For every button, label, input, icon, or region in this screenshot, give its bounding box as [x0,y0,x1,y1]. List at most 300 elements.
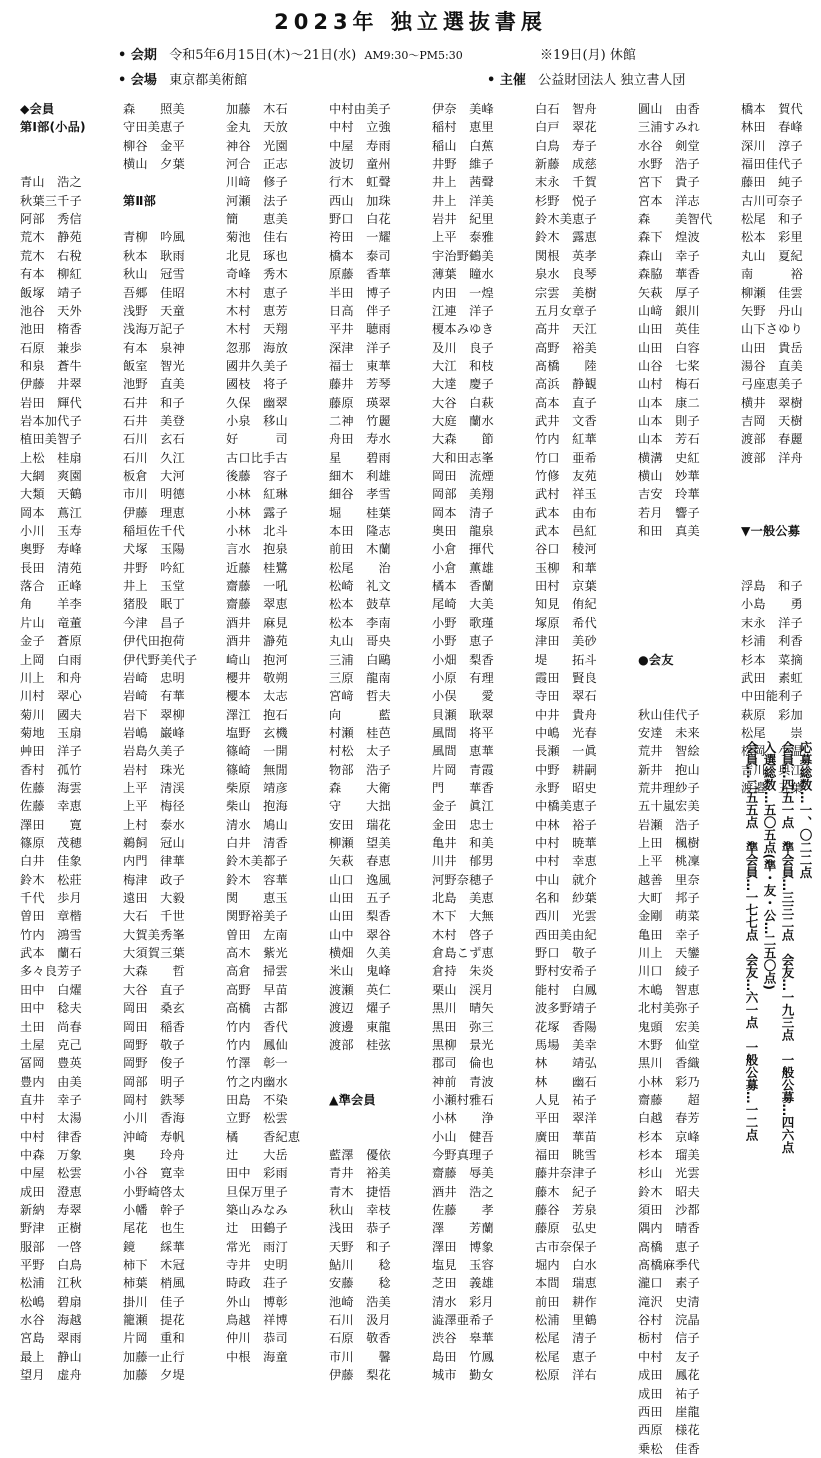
member-name: 上岡 白雨 [20,652,82,667]
member-name: 望月 虚舟 [20,1368,82,1383]
member-name: 鳥越 祥博 [226,1313,288,1328]
summary-line-1: 応募総数…一、〇二二点 [798,741,813,879]
member-name: 青井 裕美 [329,1166,391,1181]
member-name: 掛川 佳子 [123,1294,185,1309]
member-name: 篠崎 無閒 [226,762,288,777]
member-name: 末永 千賀 [535,175,597,190]
member-name: 山田 貴岳 [741,340,803,355]
member-name: 越善 里奈 [638,872,700,887]
member-name: 渋谷 皋華 [432,1331,494,1346]
member-name: 田島 不染 [226,1092,288,1107]
member-name: 服部 一啓 [20,1239,82,1254]
member-name: 木村 天翔 [226,322,288,337]
member-name: 松嶋 碧扇 [20,1294,82,1309]
member-name: 荒木 右稅 [20,248,82,263]
member-name: 風間 恵華 [432,744,494,759]
member-name: 櫻本 太志 [226,689,288,704]
member-name: 岡部 明子 [123,1074,185,1089]
member-name: 西田美由紀 [535,927,597,942]
member-name: 武村 祥玉 [535,487,597,502]
member-name: 武本 蘭石 [20,946,82,961]
summary-line-2: 会員…四五一点 準会員…三三二点 会友…一九三点 一般公募…四六点 [780,741,795,1154]
member-name: 乗松 佳香 [638,1441,700,1456]
member-name: 石井 和子 [123,395,185,410]
member-name: 江連 洋子 [432,303,494,318]
member-name: 藍澤 優依 [329,1147,391,1162]
member-name: 豊内 由美 [20,1074,82,1089]
member-name: 吾郷 佳昭 [123,285,185,300]
member-name: 滝沢 史清 [638,1294,700,1309]
member-name: 水谷 剣堂 [638,138,700,153]
member-name: 森脇 華香 [638,267,700,282]
member-name: 竹之内幽水 [226,1074,288,1089]
member-name: 堀 桂葉 [329,505,391,520]
section-heading: ◆会員 [20,102,55,116]
member-name: 小畑 梨香 [432,652,494,667]
member-name: 酒井 瀞苑 [226,634,288,649]
member-name: 渡邊 東龍 [329,1019,391,1034]
member-name: 黒田 弥三 [432,1019,494,1034]
member-name: 本田 隆志 [329,524,391,539]
member-name: 渡辺 燿子 [329,1001,391,1016]
member-name: 梅津 政子 [123,872,185,887]
member-name: 松尾 清子 [535,1331,597,1346]
member-name: 曽田 章楷 [20,909,82,924]
member-name: 竹内 鴻雪 [20,927,82,942]
member-name: 柿葉 梢風 [123,1276,185,1291]
member-name: 城市 勤女 [432,1368,494,1383]
member-name: 岡村 鉄琴 [123,1092,185,1107]
member-name: 遠田 大毅 [123,891,185,906]
member-name: 中村 暁華 [535,836,597,850]
member-name: 名和 紗葉 [535,891,597,906]
venue [118,69,247,88]
member-name: 安達 未来 [638,725,700,740]
member-name: 岩島久美子 [123,744,185,759]
member-name: 鮎川 稔 [329,1258,391,1273]
member-name: 福田 眺雪 [535,1147,597,1162]
member-name: 川上 天鑾 [638,946,700,961]
member-name: 塩野 玄機 [226,725,288,740]
member-name: 小泉 移山 [226,413,288,428]
section-heading: ●会友 [638,652,674,667]
member-name: 松尾 恵子 [535,1349,597,1364]
member-name: 森 大衛 [329,780,391,795]
member-name: 藤田 純子 [741,175,803,190]
member-name: 霞田 賢良 [535,670,597,685]
member-name: 杉本 瑠美 [638,1147,700,1162]
member-name: 田中 彩雨 [226,1166,288,1181]
member-name: 小谷 寛幸 [123,1166,185,1181]
member-name: 小林 浄 [432,1111,494,1126]
member-name: 土屋 克己 [20,1037,82,1052]
member-name: 青木 捷悟 [329,1184,391,1199]
member-name: 森 照美 [123,102,185,116]
member-name: 池野 直美 [123,377,185,392]
member-name: 水谷 海越 [20,1313,82,1328]
member-name: 髙橋 陸 [535,358,597,373]
member-name: 浅野 天童 [123,303,185,318]
member-name: 大網 爽園 [20,469,82,483]
member-name: 松原 洋右 [535,1368,597,1383]
member-name: 松本 鼓草 [329,597,391,612]
member-name: 高野 裕美 [535,340,597,355]
member-name: 矢野 丹山 [741,303,803,318]
member-name: 知見 侑紀 [535,597,597,612]
exhibition-period [118,44,463,63]
member-name: 荒木 静苑 [20,230,82,245]
member-name: 波切 童州 [329,157,391,172]
member-name: 柿下 木冠 [123,1258,185,1273]
member-name: 竹修 友苑 [535,469,597,483]
member-name: 岩井 紀里 [432,212,494,227]
member-name: 宮下 貴子 [638,175,700,190]
member-name: 市川 明德 [123,487,185,502]
member-name: 辻 大岳 [226,1147,288,1162]
member-name: 小林 露子 [226,505,288,520]
member-name: 河瀬 法子 [226,193,288,208]
member-name: 大森 節 [432,432,494,447]
member-name: 前田 耕作 [535,1294,597,1309]
member-name: 寺井 史明 [226,1258,288,1273]
member-name: 伊代野美代子 [123,652,198,667]
member-name: 山田 梨香 [329,909,391,924]
member-name: 林 靖弘 [535,1056,597,1071]
member-name: 宮島 翠雨 [20,1331,82,1346]
member-name: 荒井理紗子 [638,780,700,795]
period-hours: AM9:30～PM5:30 [364,49,463,62]
member-name: 岩田 輝代 [20,395,82,410]
member-name: 藤井奈津子 [535,1166,597,1181]
member-name: 河野奈穂子 [432,872,494,887]
member-name: 森下 煌波 [638,230,700,245]
member-name: 菊池 佳右 [226,230,288,245]
member-name: 橘 香紀恵 [226,1129,301,1144]
member-name: 橘本 香蘭 [432,579,494,594]
member-name: 亀井 和美 [432,836,494,850]
member-name: 成田 祐子 [638,1386,700,1401]
member-name: 北見 琢也 [226,248,288,263]
member-name: 岡本 清子 [432,505,494,520]
member-name: 岡野 敬子 [123,1037,185,1052]
member-name: 齋藤 一吼 [226,579,288,594]
member-name: 杉山 光雲 [638,1166,700,1181]
member-name: 宇治野鶴美 [432,248,494,263]
member-name: 忽那 海放 [226,340,288,355]
member-name: 板倉 大河 [123,469,185,483]
member-name: 白鳥 寿子 [535,138,597,153]
member-name: 荒井 智絵 [638,744,700,759]
member-name: 大石 千世 [123,909,185,924]
member-name: 澤田 博象 [432,1239,494,1254]
member-name: 柳瀬 佳雲 [741,285,803,300]
member-name: 深川 淳子 [741,138,803,153]
member-name: 鈴木美都子 [226,854,288,869]
member-name: 菊川 國夫 [20,707,82,722]
member-name: 長瀬 一眞 [535,744,597,759]
member-name: 秋山 冠雪 [123,267,185,282]
member-name: 能村 白鳳 [535,982,597,997]
member-name: 上村 泰水 [123,817,185,832]
member-name: 舟田 寿水 [329,432,391,447]
member-name: 新納 寿翠 [20,1203,82,1217]
member-name: 岩瀬 浩子 [638,817,700,832]
member-name: 井上 茜聲 [432,175,494,190]
member-name: 千代 歩月 [20,891,82,906]
member-name: 高木 紫光 [226,946,288,961]
member-name: 川井 郁男 [432,854,494,869]
member-name: 奇峰 秀木 [226,267,288,282]
member-name: 杉浦 利香 [741,634,803,649]
member-name: 小林 彩乃 [638,1074,700,1089]
member-name: 宗雲 美樹 [535,285,597,300]
member-name: 藤谷 芳泉 [535,1203,597,1217]
summary-line-3: 入選総数…五〇五点(準・友・公…二五〇点) [762,741,777,990]
member-name: 澤江 抱石 [226,707,288,722]
member-name: 松尾 治 [329,560,391,575]
section-heading: 第Ⅰ部(小品) [20,120,86,135]
member-name: 中嶋 光春 [535,725,597,740]
member-name: 本間 瑞恵 [535,1276,597,1291]
member-name: 守田美恵子 [123,120,185,135]
member-name: 松崎 礼文 [329,579,391,594]
member-name: 川﨑 修子 [226,175,288,190]
member-name: 稲山 白蕉 [432,138,494,153]
member-name: 渡部 春麗 [741,432,803,447]
member-name: 加藤 木石 [226,102,288,116]
member-name: 堤 拓斗 [535,652,597,667]
member-name: 金剛 萌菜 [638,909,700,924]
member-name: 泉水 良琴 [535,267,597,282]
member-name: 大谷 直子 [123,982,185,997]
member-name: 冨岡 豊英 [20,1056,82,1071]
member-name: 小原 有理 [432,670,494,685]
member-name: 横井 翠樹 [741,395,803,410]
member-name: 村瀬 桂芭 [329,725,391,740]
member-name: 野口 敬子 [535,946,597,961]
member-name: 立野 松雲 [226,1111,288,1126]
member-name: 杉野 悦子 [535,193,597,208]
member-name: 人見 祐子 [535,1092,597,1107]
member-name: 小林 北斗 [226,524,288,539]
member-name: 木村 恵芳 [226,303,288,318]
member-name: 前田 木蘭 [329,542,391,557]
member-name: 日高 伴子 [329,303,391,318]
member-name: 西川 光雲 [535,909,597,924]
member-name: 田中 稔夫 [20,1001,82,1016]
member-name: 松浦 里鶴 [535,1313,597,1328]
member-name: 石原 兼歩 [20,340,82,355]
member-name: 村松 太子 [329,744,391,759]
member-name: 古川可奈子 [741,193,803,208]
member-name: 小瀬村雅石 [432,1092,494,1107]
member-name: 馬場 美幸 [535,1037,597,1052]
member-name: 柴原 靖彦 [226,780,288,795]
member-name: 加藤 夕堤 [123,1368,185,1383]
member-name: 伊代田抱荷 [123,634,185,649]
member-name: 浅海万記子 [123,322,185,337]
member-name: 波多野靖子 [535,1001,597,1016]
member-name: 中田能利子 [741,689,803,704]
member-name: 崎山 抱河 [226,652,288,667]
member-name: 木嶋 智恵 [638,982,700,997]
member-name: 若月 響子 [638,505,700,520]
member-name: 井上 洋美 [432,193,494,208]
member-name: 伊奈 美峰 [432,102,494,116]
member-name: 有本 泉神 [123,340,185,355]
member-name: 関根 英孝 [535,248,597,263]
member-name: 岡田 流煙 [432,469,494,483]
member-name: 田村 京葉 [535,579,597,594]
member-name: 吉安 玲華 [638,487,700,502]
member-name: 和泉 蒼牛 [20,358,82,373]
member-name: 袴田 一耀 [329,230,391,245]
member-name: 今津 昌子 [123,615,185,630]
member-name: 旦保万里子 [226,1184,288,1199]
member-name: 杉本 菜摘 [741,652,803,667]
member-name: 大和田志峯 [432,450,494,465]
member-name: 川村 翠心 [20,689,82,704]
member-name: 高野 早苗 [226,982,288,997]
member-name: 久保 幽翠 [226,395,288,410]
member-name: 山本 康二 [638,395,700,410]
member-name: 近藤 桂鷺 [226,560,288,575]
member-name: 片山 竜董 [20,615,82,630]
member-name: 上平 泰雅 [432,230,494,245]
member-name: 奥野 寿峰 [20,542,82,557]
member-name: 秋葉三千子 [20,193,82,208]
member-name: 大江 和枝 [432,358,494,373]
member-name: 岩崎 忠明 [123,670,185,685]
member-name: 川口 綾子 [638,964,700,979]
member-name: 澤 芳蘭 [432,1221,494,1236]
member-name: 西山 加珠 [329,193,391,208]
member-name: 森山 幸子 [638,248,700,263]
member-name: 岡本 蔦江 [20,505,82,520]
member-name: 野津 正樹 [20,1221,82,1236]
member-name: 好 司 [226,432,288,447]
member-name: 竹内 鳳仙 [226,1037,288,1052]
member-name: 三浦 白鷗 [329,652,391,667]
member-name: 河合 正志 [226,157,288,172]
member-name: 鈴木 昭夫 [638,1184,700,1199]
member-name: 武本 由布 [535,505,597,520]
member-name: 寺田 翠石 [535,689,597,704]
member-name: 上平 梅径 [123,799,185,814]
member-name: 安藤 稔 [329,1276,391,1291]
member-name: 横山 妙華 [638,469,700,483]
member-name: 薄葉 瞳水 [432,267,494,282]
member-name: 阿部 秀信 [20,212,82,227]
member-name: 稲垣佐千代 [123,524,185,539]
member-name: 尾花 也生 [123,1221,185,1236]
member-name: 関野裕美子 [226,909,288,924]
member-name: 金子 眞江 [432,799,494,814]
member-name: 山口 逸風 [329,872,391,887]
member-name: 秋山佳代子 [638,707,700,722]
member-name: 高倉 掃雲 [226,964,288,979]
member-name: 栗山 渓月 [432,982,494,997]
member-name: 青柳 吟風 [123,230,185,245]
member-name: 佐藤 幸恵 [20,799,82,814]
section-heading: ▲準会員 [329,1092,376,1107]
member-name: 岡田 桑玄 [123,1001,185,1016]
member-name: 金子 蒼原 [20,634,82,649]
member-name: 中森 万象 [20,1147,82,1162]
member-name: 矢萩 厚子 [638,285,700,300]
member-name: 髙橋麻季代 [638,1258,700,1273]
member-name: 行木 虹聲 [329,175,391,190]
member-name: 中屋 松雲 [20,1166,82,1181]
member-name: 小川 香海 [123,1111,185,1126]
member-name: 黒柳 景光 [432,1037,494,1052]
section-heading: ▼一般公募 [741,524,801,539]
member-name: 上田 楓樹 [638,836,700,850]
member-name: 簡 恵美 [226,212,288,227]
member-name: 植田美智子 [20,432,82,447]
member-name: 津田 美砂 [535,634,597,649]
member-name: 篠崎 一開 [226,744,288,759]
member-name: 五十嵐宏美 [638,799,700,814]
member-name: 齋藤 辱美 [432,1166,494,1181]
member-name: 岩崎 有華 [123,689,185,704]
member-name: 瀧口 素子 [638,1276,700,1291]
member-name: 高井 天江 [535,322,597,337]
member-name: 艸田 洋子 [20,744,82,759]
member-name: 大須賀三葉 [123,946,185,961]
closed-note: ※19日(月) 休館 [540,48,636,63]
member-name: 中村由美子 [329,102,391,116]
member-name: 小倉 揮代 [432,542,494,557]
member-name: 木村 恵子 [226,285,288,300]
member-name: 青山 浩之 [20,175,82,190]
member-name: 落合 正峰 [20,579,82,594]
member-name: 渡部 桂弦 [329,1037,391,1052]
member-name: 渡邉 五葉 [741,780,803,795]
member-name: 小川 玉寿 [20,524,82,539]
member-name: 柳瀬 望美 [329,836,391,850]
member-name: 小野崎啓太 [123,1184,185,1199]
member-name: 横畑 久美 [329,946,391,961]
member-name: 大谷 白萩 [432,395,494,410]
member-name: 吉川 典江 [741,762,803,777]
member-name: 白石 智舟 [535,102,597,116]
member-name: 岡田 稲香 [123,1019,185,1034]
member-name: 角 羊李 [20,597,82,612]
member-name: 木下 大無 [432,909,494,924]
member-name: 高橋 古都 [226,1001,288,1016]
member-name: 上平 清渓 [123,780,185,795]
member-name: 鬼頭 宏美 [638,1019,700,1034]
member-name: 竹澤 彰一 [226,1056,288,1071]
member-name: 古市奈保子 [535,1239,597,1254]
member-name: 花塚 香陽 [535,1019,597,1034]
member-name: 芝田 義雄 [432,1276,494,1291]
member-name: 野村安希子 [535,964,597,979]
member-name: 加藤一止行 [123,1349,185,1364]
member-name: 白井 佳象 [20,854,82,869]
member-name: 鈴木 露恵 [535,230,597,245]
member-name: 永野 昭史 [535,780,597,795]
member-name: 三浦すみれ [638,120,700,135]
member-name: 半田 博子 [329,285,391,300]
member-name: 丸山 哥央 [329,634,391,649]
member-name: 圓山 由香 [638,102,700,116]
member-name: 松尾 崇 [741,725,803,740]
member-name: 中根 海童 [226,1349,288,1364]
member-name: 郡司 倫也 [432,1056,494,1071]
member-name: 今野真理子 [432,1147,494,1162]
